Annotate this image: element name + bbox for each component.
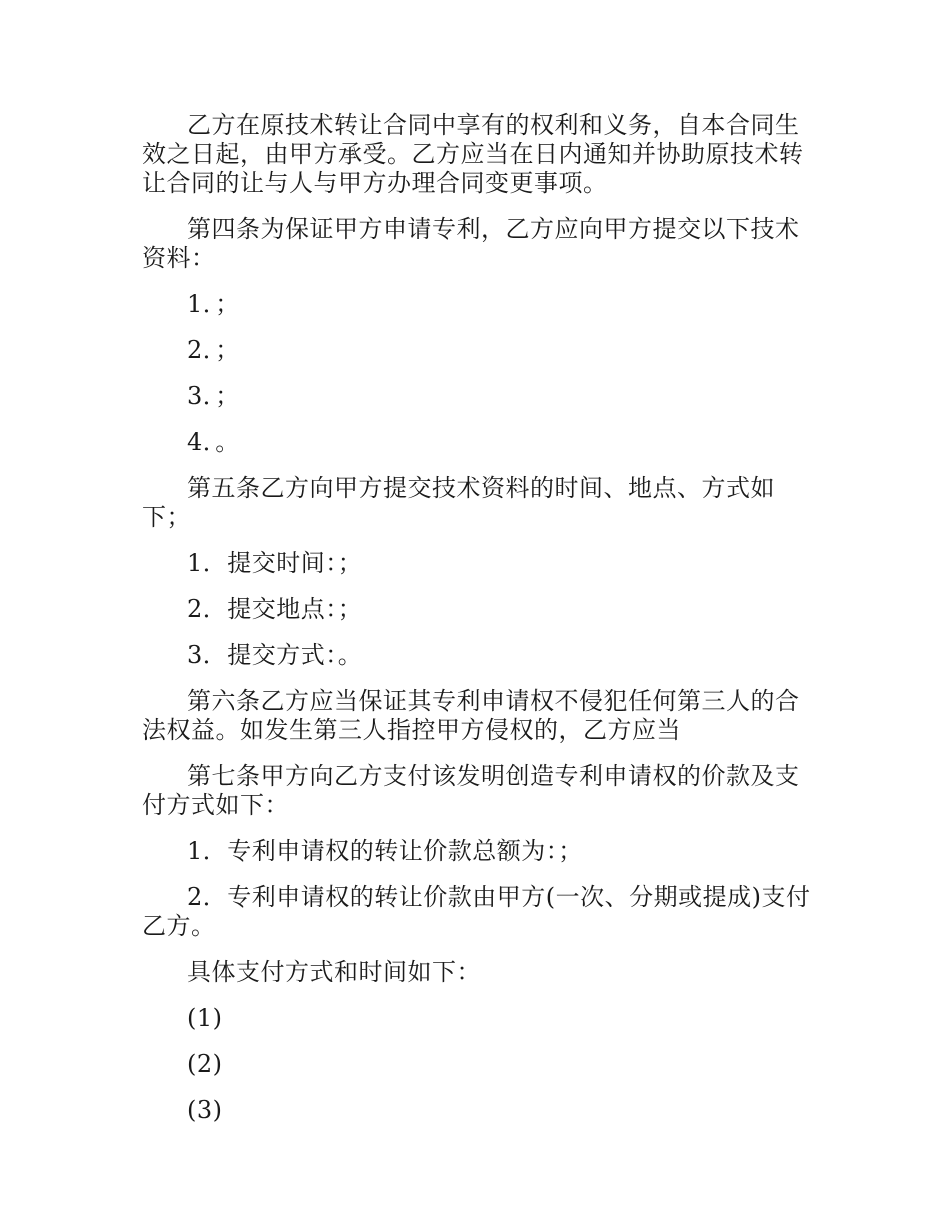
- list-item: (1): [187, 1004, 223, 1032]
- list-item: 4．。: [187, 428, 240, 456]
- paragraph-article-5: 第五条乙方向甲方提交技术资料的时间、地点、方式如下；: [142, 474, 775, 531]
- paragraph-article-7: 第七条甲方向乙方支付该发明创造专利申请权的价款及支付方式如下：: [142, 762, 800, 819]
- paragraph-article-6: 第六条乙方应当保证其专利申请权不侵犯任何第三人的合法权益。如发生第三人指控甲方侵权的，乙方应当: [142, 687, 800, 744]
- list-item: (2): [187, 1050, 223, 1078]
- paragraph-article-4: 第四条为保证甲方申请专利，乙方应向甲方提交以下技术资料：: [142, 215, 800, 272]
- list-item: 2．；: [187, 336, 240, 364]
- paragraph-obligations-transfer: 乙方在原技术转让合同中享有的权利和义务，自本合同生效之日起，由甲方承受。乙方应当在日内通知并协助原技术转让合同的让与人与甲方办理合同变更事项。: [142, 111, 804, 197]
- list-item: 2．专利申请权的转让价款由甲方(一次、分期或提成)支付乙方。: [142, 883, 811, 940]
- list-item: 3．；: [187, 382, 240, 410]
- list-item: 1．提交时间：；: [187, 549, 363, 577]
- list-item: 3．提交方式：。: [187, 641, 363, 669]
- list-item: (3): [187, 1096, 223, 1124]
- document-body: [142, 111, 822, 1142]
- list-item: 1．专利申请权的转让价款总额为：；: [187, 837, 583, 865]
- list-item: 1．；: [187, 290, 240, 318]
- paragraph-payment-method: 具体支付方式和时间如下：: [187, 958, 481, 986]
- list-item: 2．提交地点：；: [187, 595, 363, 623]
